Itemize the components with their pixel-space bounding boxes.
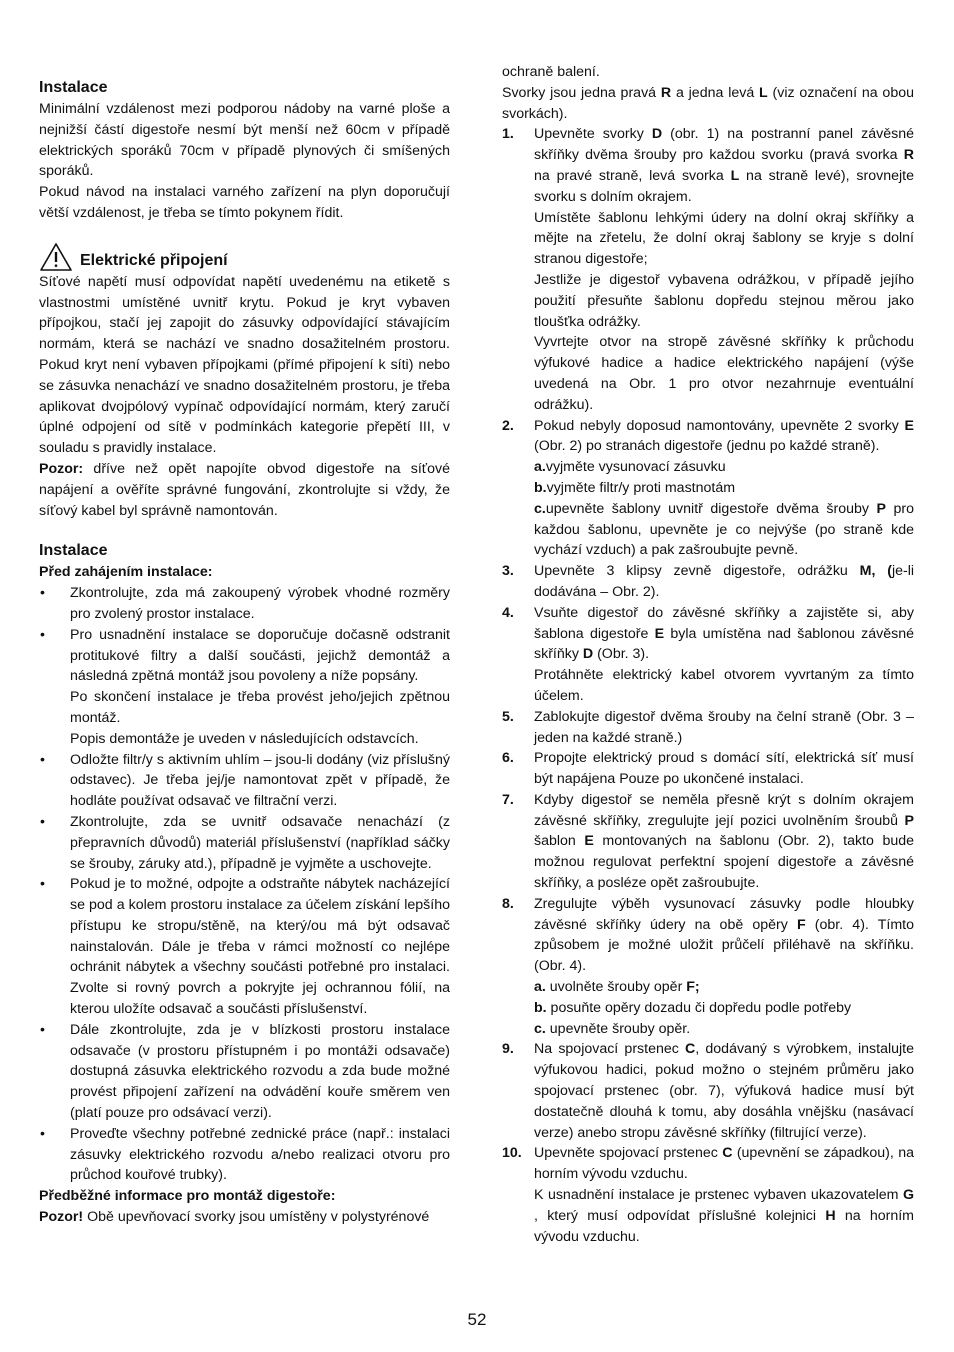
electrical-heading	[39, 242, 450, 272]
step-6: 6. Propojte elektrický proud s domácí sítí, elektrická síť musí být napájena Pouze po ukončené instalaci.	[502, 750, 914, 788]
paragraph: Pozor! Obě upevňovací svorky jsou umístěny v polystyrénové	[39, 1209, 430, 1226]
list-item: • Dále zkontrolujte, zda je v blízkosti prostoru instalace odsavače (v prostoru přístupném i po montáži odsavače) dostupná zásuvka elektrického rozvodu a zda bude možné provést připojení zařízení na odvádění kouře směrem ven (platí pouze pro odsávací verzi).	[39, 1020, 450, 1124]
list-item: • Zkontrolujte, zda má zakoupený výrobek vhodné rozměry pro zvolený prostor instalace.	[39, 583, 450, 625]
list-item: • Zkontrolujte, zda se uvnitř odsavače nenachází (z přepravních důvodů) materiál příslušenství (například sáčky se šrouby, záruky atd.), případně je vyjměte a uschovejte.	[39, 812, 450, 874]
paragraph: Svorky jsou jedna pravá R a jedna levá L (viz označení na obou svorkách).	[502, 84, 914, 122]
step-8: 8. Zregulujte výběh vysunovací zásuvky podle hloubky závěsné skříňky údery na obě opěry F (obr. 4). Tímto způsobem je možné uložit průčelí přiléhavě na skříňku. (Obr. 4). a. uvolněte šrouby opěr F; b. posuňte opěry dozadu či dopředu podle potřeby c. upevněte šrouby opěr.	[502, 895, 914, 1037]
paragraph: Pozor: dříve než opět napojíte obvod digestoře na síťové napájení a ověříte správné fungování, zkontrolujte si vždy, že síťový kabel byl správně namontován.	[39, 460, 450, 519]
left-column	[39, 62, 450, 1228]
warning-label: Pozor:	[39, 460, 84, 477]
list-item: • Proveďte všechny potřebné zednické práce (např.: instalaci zásuvky elektrického rozvodu a/nebo realizaci otvoru pro průchod kouřové trubky).	[39, 1124, 450, 1186]
paragraph: ochraně balení.	[502, 64, 600, 80]
paragraph: Síťové napětí musí odpovídat napětí uvedenému na etiketě s vlastnostmi umístěné uvnitř krytu. Pokud je kryt vybaven přípojkou, stačí jej zapojit do zásuvky odpovídající stávajícím normám, která se nachází ve snadno dosažitelném prostoru. Pokud kryt není vybaven přípojkami (přímé připojení k síti) nebo se zásuvka nenachází ve snadno dosažitelném prostoru, je třeba aplikovat dvojpólový vypínač odpovídající normám, který zaručí úplné odpojení od sítě v podmínkách kategorie přepětí III, v souladu s pravidly instalace.	[39, 273, 450, 457]
subheading: Předběžné informace pro montáž digestoře:	[39, 1188, 336, 1205]
list-item: • Pokud je to možné, odpojte a odstraňte nábytek nacházející se pod a kolem prostoru instalace za účelem získání lepšího přístupu ke stropu/stěně, na který/ou má být odsavač nainstalován. Dále je třeba v rámci možností co nejlépe ochránit nábytek a všechny součásti potřebné pro instalaci. Zvolte si rovný povrch a pokryjte jej ochrannou fólií, na kterou uložíte odsavač a součásti příslušenství.	[39, 874, 450, 1020]
paragraph: Minimální vzdálenost mezi podporou nádoby na varné ploše a nejnižší částí digestoře nesmí být menší než 60cm v případě elektrických sporáků 70cm v případě plynových či smíšených sporáků.	[39, 101, 450, 180]
section-title-instalace-2: Instalace	[39, 542, 108, 560]
warning-icon	[39, 242, 73, 272]
step-9: 9. Na spojovací prstenec C, dodávaný s výrobkem, instalujte výfukovou hadici, pokud možno o stejném průměru jako spojovací prstenec (obr. 7), výfuková hadice musí být dostatečně dlouhá k tomu, aby dosáhla vnějšku (nasávací verze) anebo stropu závěsné skříňky (filtrující verze).	[502, 1041, 914, 1141]
subheading: Před zahájením instalace:	[39, 564, 213, 581]
step-5: 5. Zablokujte digestoř dvěma šrouby na čelní straně (Obr. 3 – jeden na každé straně.)	[502, 708, 914, 746]
warning-label: Pozor!	[39, 1209, 84, 1226]
step-7: 7. Kdyby digestoř se neměla přesně krýt s dolním okrajem závěsné skříňky, zregulujte její pozici uvolněním šroubů P šablon E montovaných na šablonu (Obr. 2), takto bude možnou regulovat perfektní spojení digestoře a závěsné skříňky, a posléze opět zašroubujte.	[502, 791, 915, 892]
step-3: 3. Upevněte 3 klipsy zevně digestoře, odrážku M, (je-li dodávána – Obr. 2).	[502, 563, 915, 600]
step-4: 4. Vsuňte digestoř do závěsné skříňky a zajistěte si, aby šablona digestoře E byla umístěna nad šablonou závěsné skříňky D (Obr. 3). Protáhněte elektrický kabel otvorem vyvrtaným za tímto účelem.	[502, 604, 914, 704]
right-column	[502, 62, 914, 1247]
list-item: • Odložte filtr/y s aktivním uhlím – jsou-li dodány (viz příslušný odstavec). Je třeba jej/je namontovat zpět v případě, že hodláte používat odsavač ve filtrační verzi.	[39, 750, 450, 812]
page-number: 52	[467, 1310, 487, 1329]
section-title-instalace-1: Instalace	[39, 79, 108, 96]
step-10: 10. Upevněte spojovací prstenec C (upevnění se západkou), na horním vývodu vzduchu. K usnadnění instalace je prstenec vybaven ukazovatelem G , který musí odpovídat příslušné kolejnici H na horním vývodu vzduchu.	[502, 1145, 915, 1245]
step-1: 1. Upevněte svorky D (obr. 1) na postranní panel závěsné skříňky dvěma šrouby pro každou svorku (pravá svorka R na pravé straně, levá svorka L na straně levé), srovnejte svorku s dolním okrajem. Umístěte šablonu lehkými údery na dolní okraj skříňky a mějte na zřetelu, že dolní okraj šablony se kryje s dolní stranou digestoře; Jestliže je digestoř vybavena odrážkou, v případě jejího použití přesuňte šablonu dopředu stejnou měrou jako tloušťka odrážky. Vyvrtejte otvor na stropě závěsné skříňky k průchodu výfukové hadice a hadice elektrického napájení (výše uvedená na Obr. 1 pro otvor nezahrnuje eventuální odrážku).	[502, 126, 914, 413]
paragraph: Pokud návod na instalaci varného zařízení na plyn doporučují větší vzdálenost, je třeba se tímto pokynem řídit.	[39, 184, 450, 221]
section-title-electrical: Elektrické připojení	[80, 251, 228, 269]
list-item: • Pro usnadnění instalace se doporučuje dočasně odstranit protitukové filtry a další součásti, jejichž demontáž a následná zpětná montáž jsou povoleny a níže popsány. Po skončení instalace je třeba provést jeho/jejich zpětnou montáž. Popis demontáže je uveden v následujících odstavcích.	[39, 625, 450, 750]
step-2: 2. Pokud nebyly doposud namontovány, upevněte 2 svorky E (Obr. 2) po stranách digestoře (jednu po každé straně). a.vyjměte vysunovací zásuvku b.vyjměte filtr/y proti mastnotám c.upevněte šablony uvnitř digestoře dvěma šrouby P pro každou šablonu, upevněte je co nejvýše (po straně kde vychází vzduch) a pak zašroubujte pevně.	[502, 417, 914, 559]
